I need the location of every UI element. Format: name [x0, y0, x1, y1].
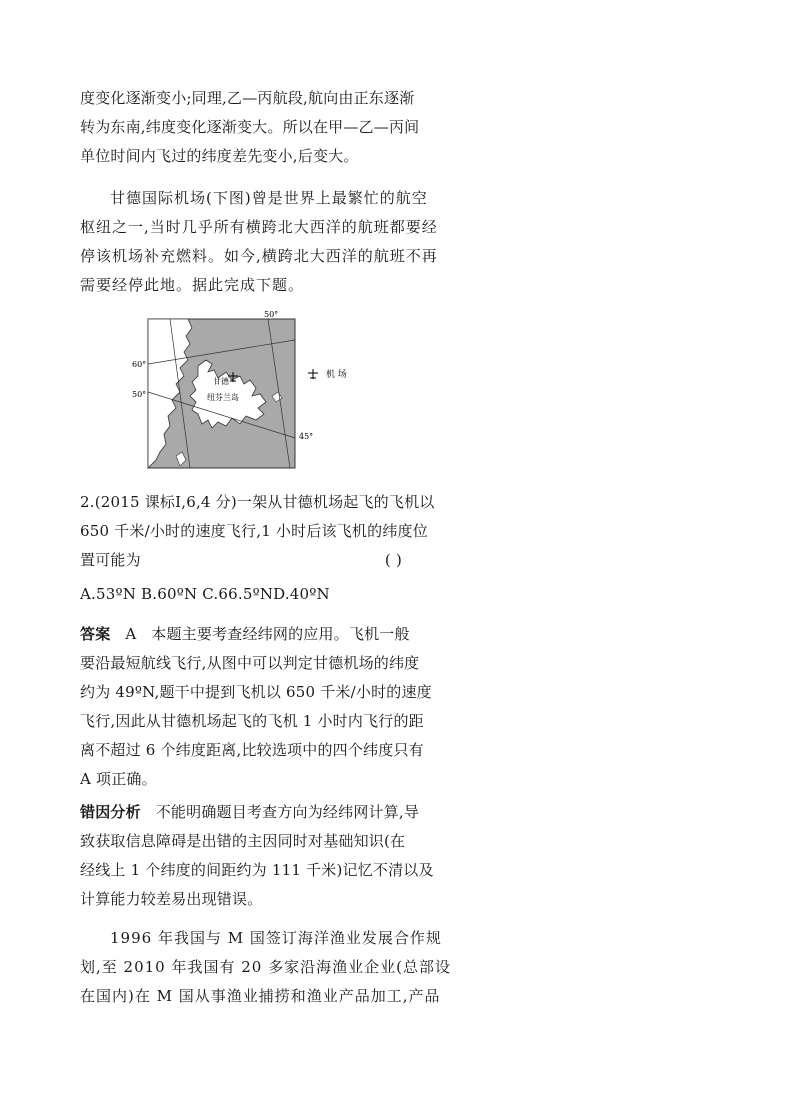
map-svg	[80, 310, 402, 475]
text-line: 转为东南,纬度变化逐渐变大。所以在甲—乙—丙间	[80, 118, 420, 136]
text-line: 划,至 2010 年我国有 20 多家沿海渔业企业(总部设	[80, 958, 451, 976]
answer-bracket: ( )	[384, 551, 402, 569]
question-line-text: 置可能为	[80, 551, 141, 569]
error-line	[80, 798, 420, 827]
answer-line	[80, 620, 410, 649]
answer-line: 飞行,因此从甘德机场起飞的飞机 1 小时内飞行的距	[80, 712, 424, 730]
label-50-left: 50°	[132, 390, 147, 399]
text-line: 单位时间内飞过的纬度差先变小,后变大。	[80, 147, 359, 165]
error-line: 计算能力较差易出现错误。	[80, 890, 263, 908]
answer-line: 约为 49ºN,题干中提到飞机以 650 千米/小时的速度	[80, 683, 432, 701]
label-50-top: 50°	[264, 310, 279, 319]
error-analysis-block	[80, 798, 434, 914]
answer-label: 答案	[80, 625, 111, 643]
text-line: 在国内)在 M 国从事渔业捕捞和渔业产品加工,产品	[80, 987, 441, 1005]
explanation-paragraph	[80, 84, 420, 171]
question-block	[80, 488, 435, 575]
options-line: A.53ºN B.60ºN C.66.5ºND.40ºN	[80, 585, 330, 603]
legend-label: 机 场	[326, 370, 347, 380]
legend-airport-icon	[308, 369, 318, 379]
question-line: 2.(2015 课标Ⅰ,6,4 分)一架从甘德机场起飞的飞机以	[80, 493, 435, 511]
text-line: 停该机场补充燃料。如今,横跨北大西洋的航班不再	[80, 247, 438, 265]
answer-line: A 项正确。	[80, 770, 157, 788]
text-line: 甘德国际机场(下图)曾是世界上最繁忙的航空	[110, 189, 428, 207]
label-gander: 甘德	[213, 377, 229, 386]
text-line: 需要经停此地。据此完成下题。	[80, 276, 305, 294]
gander-map-figure	[80, 310, 402, 475]
error-label: 错因分析	[80, 803, 141, 821]
question-line	[80, 546, 402, 575]
answer-letter: A	[125, 625, 137, 643]
text-line: 枢纽之一,当时几乎所有横跨北大西洋的航班都要经	[80, 218, 438, 236]
options-block	[80, 580, 402, 609]
error-line: 致获取信息障碍是出错的主因同时对基础知识(在	[80, 832, 406, 850]
error-line: 经线上 1 个纬度的间距约为 111 千米)记忆不清以及	[80, 861, 434, 879]
question-line: 650 千米/小时的速度飞行,1 小时后该飞机的纬度位	[80, 522, 428, 540]
text-line: 度变化逐渐变小;同理,乙—丙航段,航向由正东逐渐	[80, 89, 415, 107]
error-text: 不能明确题目考查方向为经纬网计算,导	[155, 803, 420, 821]
question-intro	[80, 184, 438, 300]
text-line: 1996 年我国与 M 国签订海洋渔业发展合作规	[110, 929, 442, 947]
answer-text: 本题主要考查经纬网的应用。飞机一般	[151, 625, 410, 643]
next-question-intro	[80, 924, 451, 1011]
answer-line: 要沿最短航线飞行,从图中可以判定甘德机场的纬度	[80, 654, 420, 672]
label-45: 45°	[299, 432, 314, 441]
answer-block	[80, 620, 432, 794]
answer-line: 离不超过 6 个纬度距离,比较选项中的四个纬度只有	[80, 741, 424, 759]
label-60: 60°	[132, 360, 147, 369]
label-island: 纽芬兰岛	[207, 393, 239, 402]
